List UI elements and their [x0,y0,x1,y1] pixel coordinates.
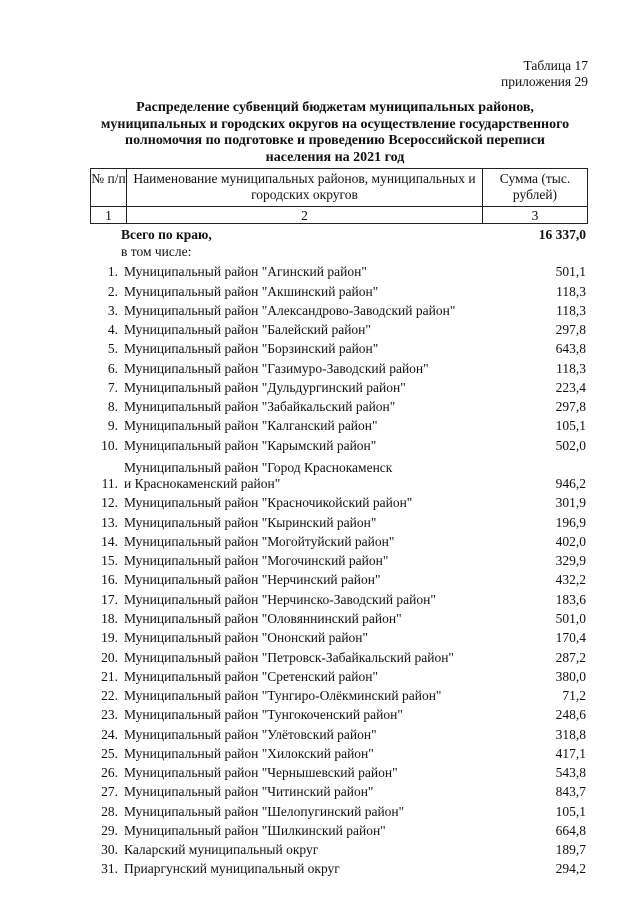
row-name-text: Муниципальный район "Город Краснокаменск [124,460,393,476]
row-number: 29. [101,822,118,838]
row-name [124,823,496,839]
row-name [124,322,496,338]
row-name-text: Муниципальный район "Агинский район" [124,264,367,280]
table-header [90,168,588,224]
row-number: 17. [101,591,118,607]
table-row [90,743,586,762]
row-name [124,460,496,492]
row-number: 19. [101,630,118,646]
row-number: 26. [101,765,118,781]
row-name [124,650,496,666]
including-label: в том числе: [121,244,192,259]
row-name-text: Муниципальный район "Акшинский район" [124,283,379,299]
table-row [90,261,586,280]
row-value: 170,4 [555,630,586,646]
row-value: 248,6 [555,707,586,723]
row-name [124,804,496,820]
row-value: 118,3 [556,302,586,318]
row-name [124,341,496,357]
table-row [90,338,586,357]
row-name-text: Муниципальный район "Чернышевский район" [124,765,398,781]
header-name: Наименование муниципальных районов, муниципальных и городских округов [127,169,483,206]
table-header-row [91,169,587,206]
row-number: 15. [101,553,118,569]
total-value: 16 337,0 [538,227,586,242]
row-name [124,418,496,434]
table-row [90,377,586,396]
row-value: 402,0 [555,533,586,549]
row-name-text: Муниципальный район "Нерчинский район" [124,572,381,588]
row-name [124,784,496,800]
table-row [90,666,586,685]
table-reference [501,58,588,90]
row-name-text: Каларский муниципальный округ [124,842,319,858]
table-row [90,839,586,858]
table-number: Таблица 17 [523,58,588,73]
row-name-text: Муниципальный район "Могойтуйский район" [124,533,395,549]
table-row [90,569,586,588]
row-number: 23. [101,707,118,723]
table-row [90,646,586,665]
row-name-text: Муниципальный район "Петровск-Забайкальский район" [124,649,454,665]
table-row [90,723,586,742]
row-name [124,861,496,877]
row-name-text: Муниципальный район "Кыринский район" [124,514,377,530]
row-name-text: Муниципальный район "Александрово-Заводский район" [124,302,456,318]
table-row [90,319,586,338]
table-row [90,550,586,569]
row-number: 25. [101,745,118,761]
table-row [90,454,586,493]
table-body [90,261,586,877]
row-name-text: Муниципальный район "Шилкинский район" [124,822,386,838]
row-value: 118,3 [556,283,586,299]
row-name-text: Муниципальный район "Дульдургинский район" [124,379,406,395]
table-row [90,800,586,819]
column-number-1: 1 [91,207,127,223]
table-row [90,704,586,723]
row-value: 118,3 [556,360,586,376]
row-value: 417,1 [555,745,586,761]
row-number: 24. [101,726,118,742]
row-number: 21. [101,668,118,684]
row-name-text: Муниципальный район "Борзинский район" [124,341,379,357]
row-value: 380,0 [555,668,586,684]
table-row [90,781,586,800]
row-name-text: Приаргунский муниципальный округ [124,861,340,877]
table-row [90,492,586,511]
row-value: 297,8 [555,399,586,415]
row-value: 297,8 [555,322,586,338]
table-row [90,300,586,319]
column-number-3: 3 [531,208,539,223]
row-value: 643,8 [555,341,586,357]
row-name-text: Муниципальный район "Сретенский район" [124,668,378,684]
row-number: 1. [107,264,118,280]
row-name [124,727,496,743]
row-name [124,361,496,377]
row-value: 105,1 [555,418,586,434]
row-value: 946,2 [555,476,586,492]
row-name [124,495,496,511]
row-value: 301,9 [555,495,586,511]
table-row [90,511,586,530]
row-value: 71,2 [562,688,586,704]
row-value: 501,0 [555,611,586,627]
table-row [90,608,586,627]
row-name [124,515,496,531]
row-number: 11. [101,476,118,492]
table-row [90,762,586,781]
column-number-row [91,206,587,223]
row-name-text: Муниципальный район "Тунгокоченский район" [124,707,403,723]
row-name [124,688,496,704]
row-name-text-line2: и Краснокаменский район" [124,476,281,492]
table-row [90,685,586,704]
row-number: 12. [101,495,118,511]
column-number-2: 2 [127,207,483,223]
header-number: № п/п [91,169,127,206]
total-label: Всего по краю, [121,227,212,242]
row-number: 13. [101,514,118,530]
row-value: 318,8 [555,726,586,742]
row-name-text: Муниципальный район "Тунгиро-Олёкминский район" [124,688,442,704]
row-number: 30. [101,842,118,858]
row-name-text: Муниципальный район "Газимуро-Заводский район" [124,360,429,376]
row-number: 6. [107,360,118,376]
row-value: 223,4 [555,379,586,395]
row-name [124,707,496,723]
row-name [124,284,496,300]
row-number: 22. [101,688,118,704]
row-value: 502,0 [555,437,586,453]
row-name [124,303,496,319]
table-row [90,820,586,839]
table-row [90,280,586,299]
row-number: 9. [107,418,118,434]
row-name [124,553,496,569]
row-name [124,572,496,588]
row-name-text: Муниципальный район "Калганский район" [124,418,378,434]
table-row [90,588,586,607]
row-number: 5. [107,341,118,357]
row-name [124,765,496,781]
row-value: 189,7 [555,842,586,858]
row-value: 105,1 [555,803,586,819]
row-name [124,399,496,415]
row-value: 183,6 [555,591,586,607]
row-number: 10. [101,437,118,453]
row-name-text: Муниципальный район "Могочинский район" [124,553,389,569]
row-number: 31. [101,861,118,877]
row-name-text: Муниципальный район "Улётовский район" [124,726,377,742]
row-name [124,380,496,396]
row-name [124,630,496,646]
table-row [90,858,586,877]
row-value: 543,8 [555,765,586,781]
row-value: 432,2 [555,572,586,588]
row-name [124,611,496,627]
row-number: 7. [107,379,118,395]
row-name-text: Муниципальный район "Ононский район" [124,630,369,646]
row-name-text: Муниципальный район "Карымский район" [124,437,377,453]
row-number: 16. [101,572,118,588]
table-row [90,415,586,434]
row-name [124,746,496,762]
row-value: 843,7 [555,784,586,800]
row-name [124,534,496,550]
row-value: 501,1 [555,264,586,280]
row-number: 27. [101,784,118,800]
row-value: 196,9 [555,514,586,530]
row-value: 287,2 [555,649,586,665]
row-name-text: Муниципальный район "Балейский район" [124,322,371,338]
row-value: 329,9 [555,553,586,569]
row-number: 4. [107,322,118,338]
row-name [124,842,496,858]
row-name [124,592,496,608]
appendix-number: приложения 29 [500,74,588,89]
row-name-text: Муниципальный район "Оловяннинский район" [124,611,402,627]
row-name-text: Муниципальный район "Шелопугинский район" [124,803,405,819]
row-name-text: Муниципальный район "Забайкальский район" [124,399,396,415]
document-title: Распределение субвенций бюджетам муниципальных районов, муниципальных и городских округов на осуществление государственного полномочия по подготовке и проведению Всероссийской переписи населения на 2021 год [100,100,570,165]
table-row [90,357,586,376]
table-row [90,627,586,646]
row-value: 294,2 [555,861,586,877]
row-number: 18. [101,611,118,627]
total-row [121,227,586,243]
row-number: 28. [101,803,118,819]
row-name [124,264,496,280]
row-name [124,669,496,685]
row-number: 3. [107,302,118,318]
row-number: 20. [101,649,118,665]
row-name-text: Муниципальный район "Нерчинско-Заводский район" [124,591,436,607]
row-name-text: Муниципальный район "Хилокский район" [124,745,374,761]
row-number: 2. [107,283,118,299]
table-row [90,396,586,415]
row-number: 8. [107,399,118,415]
row-number: 14. [101,533,118,549]
row-name-text: Муниципальный район "Красночикойский район" [124,495,413,511]
header-sum: Сумма (тыс. рублей) [499,171,571,202]
row-name [124,438,496,454]
table-row [90,531,586,550]
table-row [90,434,586,453]
row-name-text: Муниципальный район "Читинский район" [124,784,374,800]
row-value: 664,8 [555,822,586,838]
